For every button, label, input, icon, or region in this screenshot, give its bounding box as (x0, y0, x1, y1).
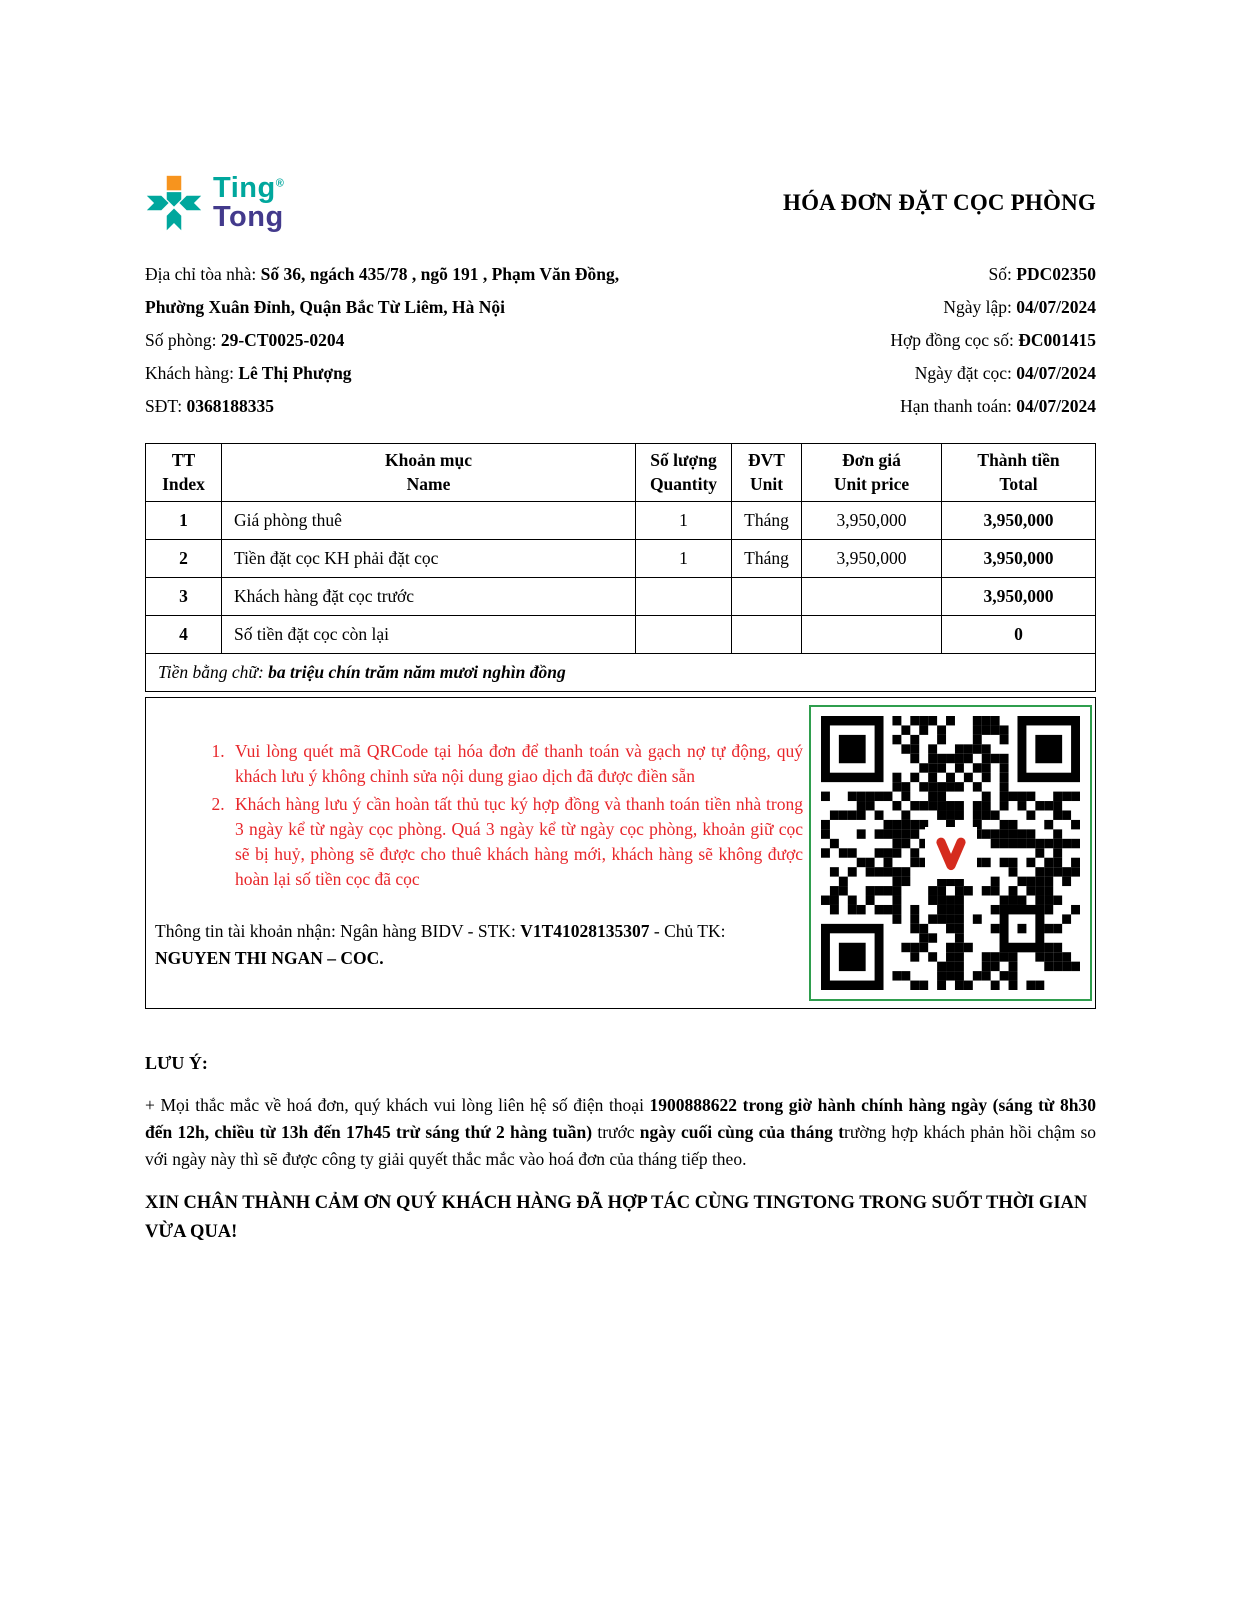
customer-name (145, 357, 730, 390)
cell-index: 3 (146, 578, 222, 616)
customer-phone (145, 390, 730, 423)
room-label: Số phòng: (145, 330, 221, 350)
account-number: V1T41028135307 (520, 921, 650, 942)
phone-label: SĐT: (145, 396, 187, 416)
cell-total: 3,950,000 (942, 540, 1096, 578)
payment-notes-list (155, 739, 803, 892)
cell-name: Khách hàng đặt cọc trước (222, 578, 636, 616)
thank-you-message: XIN CHÂN THÀNH CẢM ƠN QUÝ KHÁCH HÀNG ĐÃ HỢP TÁC CÙNG TINGTONG TRONG SUỐT THỜI GIAN VỪA QUA! (145, 1193, 1088, 1243)
cell-quantity (636, 616, 732, 654)
col-header-quantity: Số lượng Quantity (636, 444, 732, 502)
address-label: Địa chỉ tòa nhà: (145, 264, 261, 284)
tingtong-logo (145, 172, 284, 234)
payment-due-date (890, 390, 1096, 423)
issue-date-value: 04/07/2024 (1016, 297, 1096, 317)
notice-seg-2: 1900888622 trong giờ hành chính hàng ngày (sáng từ 8h30 đến 12h, chiều từ 13h đến 17h45 trừ sáng thứ 2 hàng tuần) (145, 1095, 1096, 1143)
cell-unit-price: 3,950,000 (802, 540, 942, 578)
info-left-column (145, 258, 730, 423)
phone-value: 0368188335 (186, 396, 274, 416)
amount-in-words-row (146, 654, 1096, 692)
cell-unit: Tháng (732, 540, 802, 578)
invoice-number-value: PDC02350 (1016, 264, 1096, 284)
cell-index: 1 (146, 502, 222, 540)
amount-words-value: ba triệu chín trăm năm mươi nghìn đồng (268, 662, 566, 683)
cell-name: Tiền đặt cọc KH phải đặt cọc (222, 540, 636, 578)
note-item-1: 1. Vui lòng quét mã QRCode tại hóa đơn để thanh toán và gạch nợ tự động, quý khách lưu ý không chỉnh sửa nội dung giao dịch đã được điền sẵn (229, 739, 803, 789)
notice-seg-1: + Mọi thắc mắc về hoá đơn, quý khách vui lòng liên hệ số điện thoại (145, 1095, 650, 1116)
cell-unit: Tháng (732, 502, 802, 540)
cell-unit (732, 578, 802, 616)
cell-total: 3,950,000 (942, 502, 1096, 540)
invoice-info (145, 258, 1096, 423)
customer-value: Lê Thị Phượng (238, 363, 352, 383)
info-right-column (890, 258, 1096, 423)
cell-index: 2 (146, 540, 222, 578)
cell-name: Giá phòng thuê (222, 502, 636, 540)
notice-seg-3: trước (592, 1122, 640, 1143)
invoice-header (145, 172, 1096, 234)
col-header-unit-price: Đơn giá Unit price (802, 444, 942, 502)
deposit-date-value: 04/07/2024 (1016, 363, 1096, 383)
tingtong-wordmark (213, 174, 284, 232)
invoice-number-label: Số: (988, 264, 1017, 284)
qr-center-logo (925, 827, 977, 879)
due-date-label: Hạn thanh toán: (900, 396, 1017, 416)
payment-notes-box (145, 697, 1096, 1009)
cell-total: 0 (942, 616, 1096, 654)
cell-unit-price (802, 578, 942, 616)
cell-unit-price: 3,950,000 (802, 502, 942, 540)
cell-index: 4 (146, 616, 222, 654)
registered-mark: ® (275, 177, 285, 190)
cell-unit (732, 616, 802, 654)
notice-seg-4: ngày cuối cùng của tháng t (639, 1122, 845, 1143)
due-date-value: 04/07/2024 (1016, 396, 1096, 416)
bank-account-info (155, 918, 803, 972)
table-header-row (146, 444, 1096, 502)
col-header-total: Thành tiền Total (942, 444, 1096, 502)
contract-value: ĐC001415 (1018, 330, 1096, 350)
cell-quantity: 1 (636, 502, 732, 540)
table-row (146, 616, 1096, 654)
table-row (146, 540, 1096, 578)
amount-words-label: Tiền bằng chữ: (158, 662, 269, 683)
cell-quantity (636, 578, 732, 616)
col-header-index: TT Index (146, 444, 222, 502)
account-holder-name: NGUYEN THI NGAN – COC. (155, 948, 384, 969)
invoice-page (145, 0, 1096, 1247)
notice-seg-5: rường hợp khách phản hồi chậm so với ngày này thì sẽ được công ty giải quyết thắc mắc vào hoá đơn của tháng tiếp theo. (145, 1122, 1096, 1170)
brand-ting: Ting (213, 172, 276, 204)
qr-logo-v-icon (931, 833, 971, 873)
page-title: HÓA ĐƠN ĐẶT CỌC PHÒNG (782, 190, 1096, 215)
col-header-name: Khoản mục Name (222, 444, 636, 502)
qr-code (809, 705, 1092, 1001)
table-row (146, 578, 1096, 616)
room-number (145, 324, 730, 357)
table-row (146, 502, 1096, 540)
account-holder-label: - Chủ TK: (649, 921, 726, 942)
payment-notes-content (153, 705, 809, 1001)
note-item-2: 2. Khách hàng lưu ý cần hoàn tất thủ tục ký hợp đồng và thanh toán tiền nhà trong 3 ngày kể từ ngày cọc phòng. Quá 3 ngày kể từ ngày cọc phòng, khoản giữ cọc sẽ bị huỷ, phòng sẽ được cho thuê khách hàng mới, khách hàng sẽ không được hoàn lại số tiền cọc đã cọc (229, 792, 803, 892)
deposit-date (890, 357, 1096, 390)
building-address (145, 258, 730, 324)
invoice-number (890, 258, 1096, 291)
cell-name: Số tiền đặt cọc còn lại (222, 616, 636, 654)
cell-total: 3,950,000 (942, 578, 1096, 616)
cell-quantity: 1 (636, 540, 732, 578)
address-value-line2: Phường Xuân Đỉnh, Quận Bắc Từ Liêm, Hà Nội (145, 297, 506, 317)
account-intro: Thông tin tài khoản nhận: Ngân hàng BIDV - STK: (155, 921, 521, 942)
notice-paragraph (145, 1092, 1096, 1173)
notice-title: LƯU Ý: (145, 1053, 208, 1074)
cell-unit-price (802, 616, 942, 654)
brand-tong: Tong (213, 201, 284, 233)
room-value: 29-CT0025-0204 (220, 330, 345, 350)
col-header-unit: ĐVT Unit (732, 444, 802, 502)
invoice-table (145, 443, 1096, 692)
issue-date-label: Ngày lập: (943, 297, 1017, 317)
deposit-date-label: Ngày đặt cọc: (914, 363, 1017, 383)
contract-label: Hợp đồng cọc số: (890, 330, 1019, 350)
customer-label: Khách hàng: (145, 363, 239, 383)
issue-date (890, 291, 1096, 324)
deposit-contract-number (890, 324, 1096, 357)
tingtong-plus-icon (145, 172, 203, 234)
address-value: Số 36, ngách 435/78 , ngõ 191 , Phạm Văn Đồng, (260, 264, 620, 284)
